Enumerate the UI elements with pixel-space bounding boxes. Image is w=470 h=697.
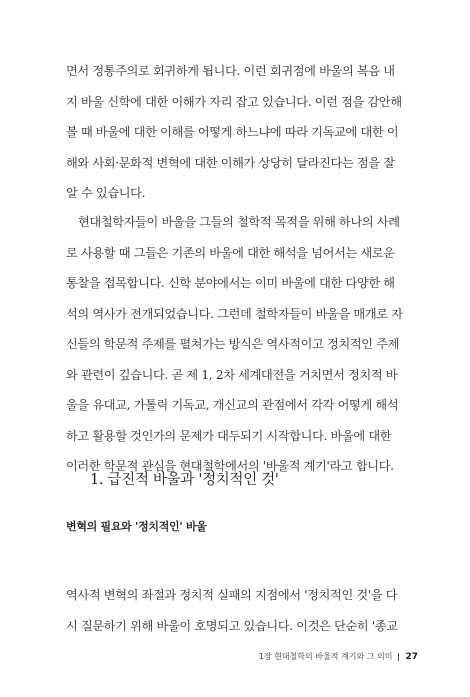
text-line: 로 사용할 때 그들은 기존의 바울에 대한 해석을 넘어서는 새로운 xyxy=(66,245,395,260)
text-line: 역사적 변혁의 좌절과 정치적 실패의 지점에서 '정치적인 것'을 다 xyxy=(66,588,398,602)
text-line: 울을 유대교, 가톨릭 기독교, 개신교의 관점에서 각각 어떻게 해석 xyxy=(66,398,399,412)
sub-heading: 변혁의 필요와 '정치적인' 바울 xyxy=(66,520,207,533)
page-footer xyxy=(259,651,418,662)
text-line: 현대철학자들이 바울을 그들의 철학적 목적을 위해 하나의 사례 xyxy=(78,215,400,229)
text-line: 이러한 학문적 관심을 현대철학에서의 '바울적 계기'라고 합니다. xyxy=(66,459,394,473)
footer-divider xyxy=(398,653,399,661)
text-line: 면서 정통주의로 회귀하게 됩니다. 이런 회귀점에 바울의 복음 내 xyxy=(66,64,395,78)
text-line: 통찰을 접목합니다. 신학 분야에서는 이미 바울에 대한 다양한 해 xyxy=(66,276,395,290)
text-line: 알 수 있습니다. xyxy=(66,186,146,200)
chapter-title: 1장 현대철학의 바울적 계기와 그 의미 xyxy=(258,652,393,661)
text-line: 지 바울 신학에 대한 이해가 자리 잡고 있습니다. 이런 점을 감안해 xyxy=(66,94,402,109)
page-number: 27 xyxy=(405,651,418,662)
text-line: 신들의 학문적 주제를 펼쳐가는 방식은 역사적이고 정치적인 주제 xyxy=(66,337,400,351)
section-heading: 1. 급진적 바울과 '정치적인 것' xyxy=(90,472,279,488)
paragraph xyxy=(66,56,410,209)
text-line: 시 질문하기 위해 바울이 호명되고 있습니다. 이것은 단순히 '종교 xyxy=(66,618,398,633)
text-line: 해와 사회·문화적 변혁에 대한 이해가 상당히 달라진다는 점을 잘 xyxy=(66,155,395,170)
text-line: 와 관련이 깊습니다. 곧 제 1, 2차 세계대전을 거치면서 정치적 바 xyxy=(66,367,398,382)
text-line: 볼 때 바울에 대한 이해를 어떻게 하느냐에 따라 기독교에 대한 이 xyxy=(66,125,399,139)
paragraph xyxy=(66,580,410,641)
text-line: 하고 활용할 것인가의 문제가 대두되기 시작합니다. 바울에 대한 xyxy=(66,428,392,443)
text-line: 석의 역사가 전개되었습니다. 그런데 철학자들이 바울을 매개로 자 xyxy=(66,306,403,321)
paragraph xyxy=(66,207,410,482)
